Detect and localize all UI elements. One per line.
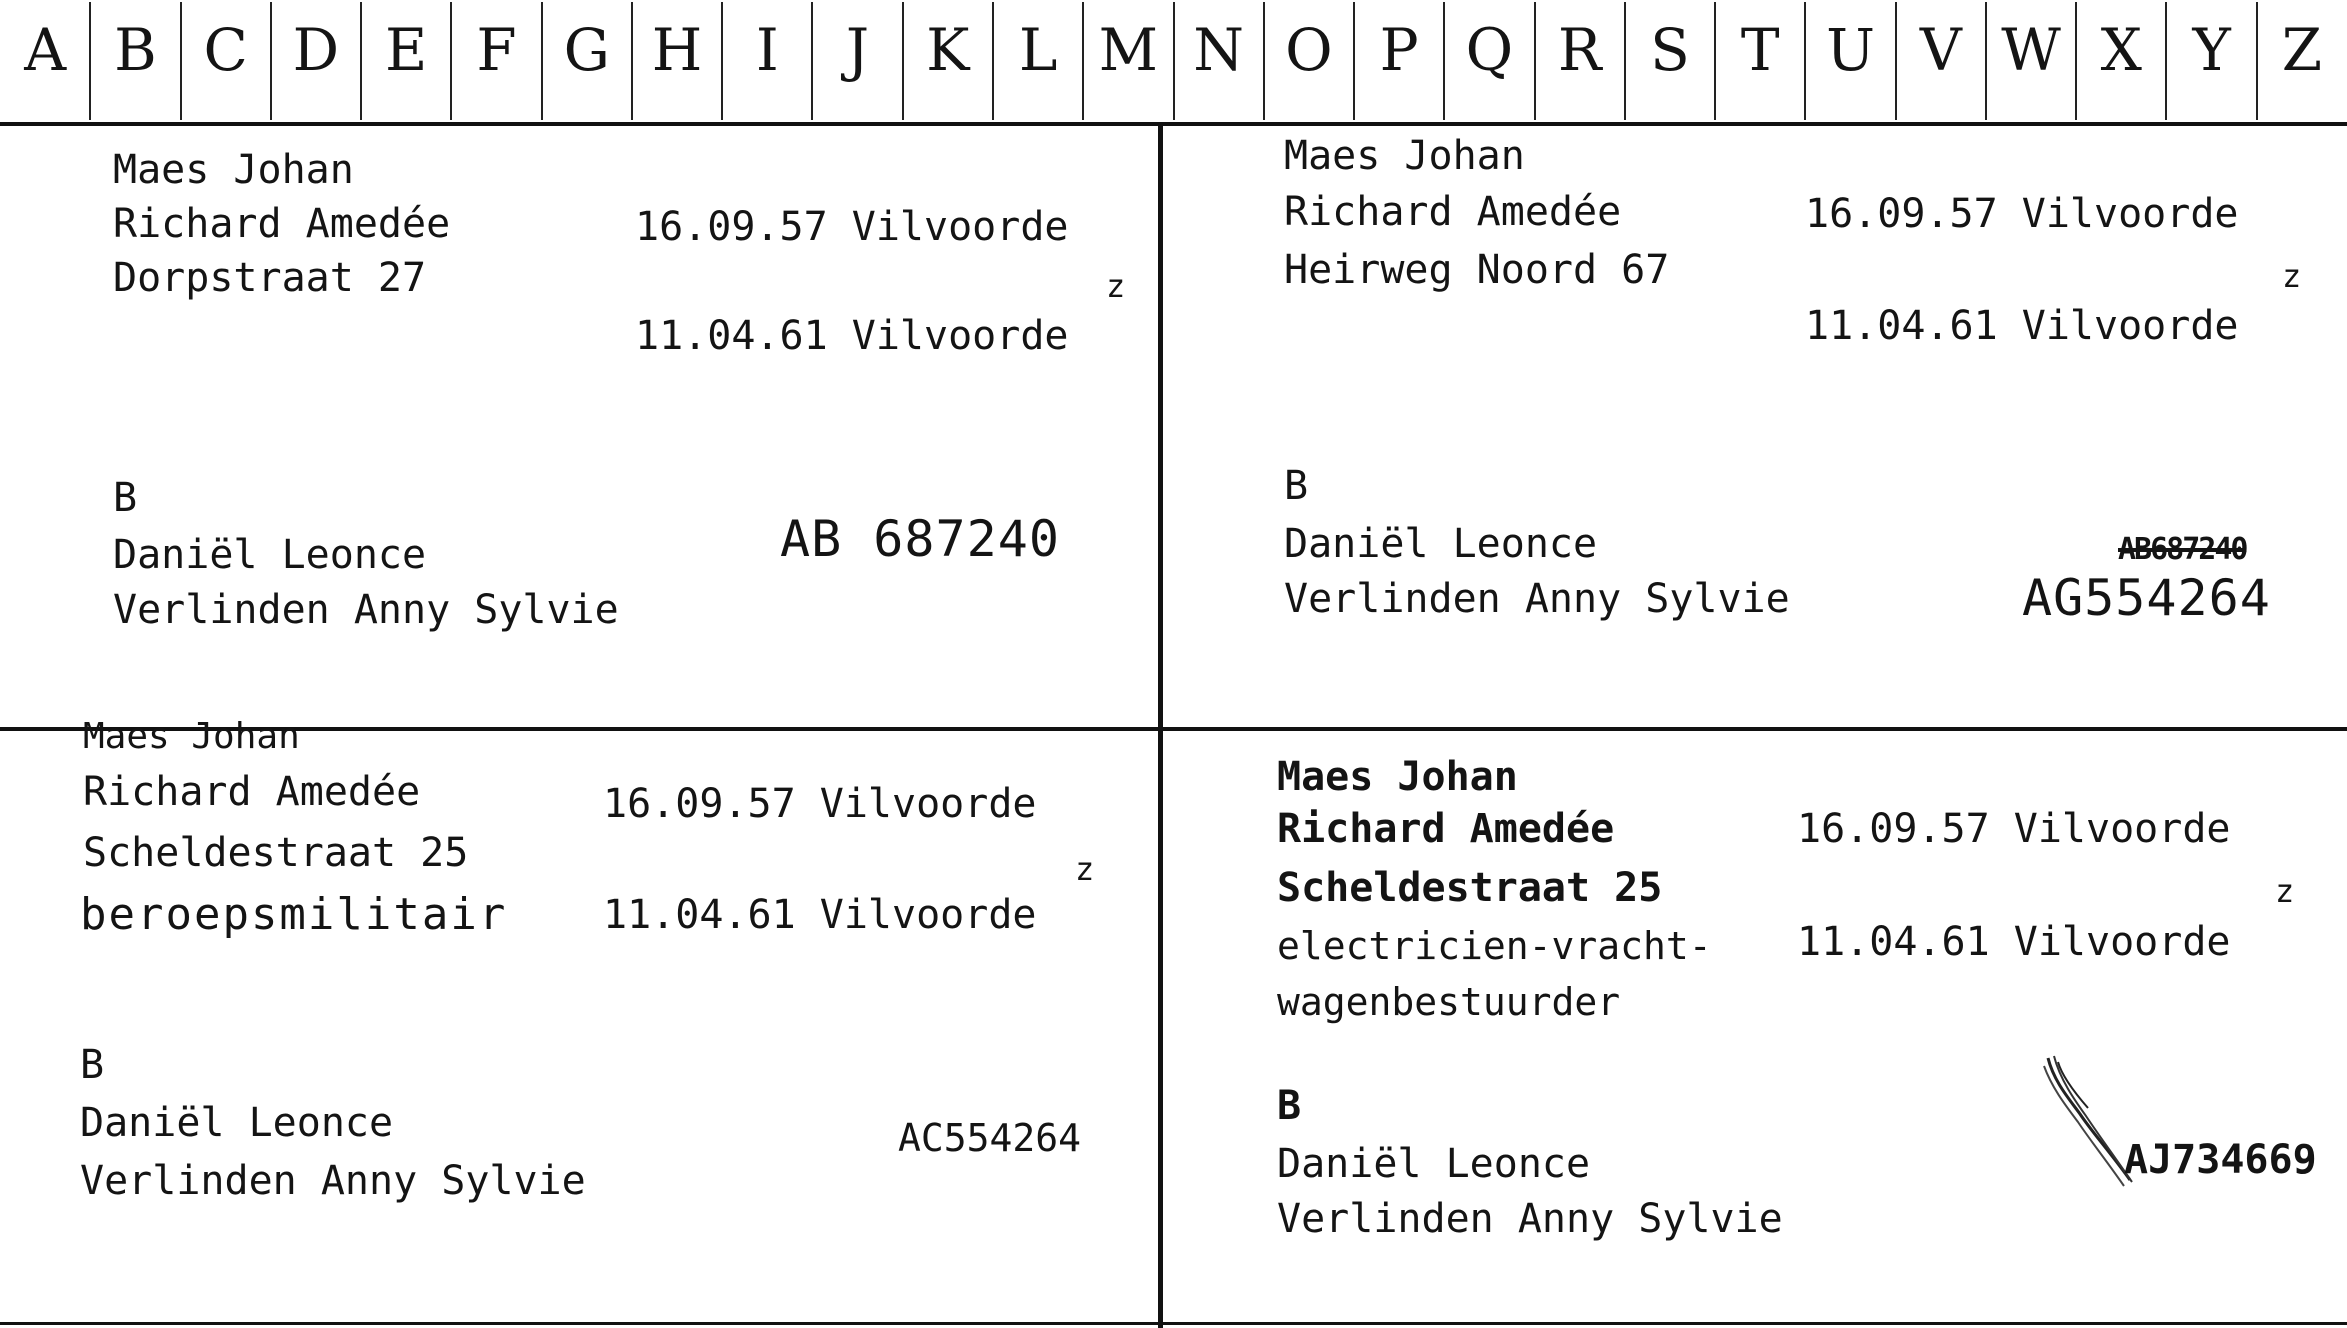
card-registration: 11.04.61 Vilvoorde [603,892,1037,938]
card-address: Scheldestraat 25 [1277,865,1663,911]
index-letter-i: I [755,16,779,84]
ink-scribble [2040,1052,2135,1192]
card-father: Daniël Leonce [113,532,427,578]
index-separator [1263,2,1265,120]
card-occupation: beroepsmilitair [80,889,508,940]
card-surname: Maes Johan [83,716,300,757]
index-separator [89,2,91,120]
index-separator [721,2,723,120]
index-letter-b: B [114,16,157,84]
index-letter-k: K [926,16,970,84]
index-letter-h: H [651,16,703,84]
card-category: B [80,1042,105,1088]
index-separator [270,2,272,120]
card-document-number: AG554264 [2022,569,2271,627]
card-category: B [1284,463,1309,509]
card-surname: Maes Johan [1284,133,1525,179]
index-letter-e: E [385,16,428,84]
index-letter-l: L [1018,16,1058,84]
card-given-names: Richard Amedée [113,201,451,247]
card-occupation-line2: wagenbestuurder [1277,980,1621,1024]
card-registration: 11.04.61 Vilvoorde [1805,303,2239,349]
card-address: Scheldestraat 25 [83,830,469,876]
index-letter-n: N [1193,16,1244,84]
index-separator [1534,2,1536,120]
card-address: Dorpstraat 27 [113,255,427,301]
card-birth: 16.09.57 Vilvoorde [603,781,1037,827]
index-separator [1173,2,1175,120]
card-old-document-number: AB687240 [2118,532,2247,567]
card-status-mark: z [2282,257,2302,295]
card-category: B [1277,1083,1302,1129]
index-separator [2256,2,2258,120]
card-given-names: Richard Amedée [1284,189,1622,235]
card-registration: 11.04.61 Vilvoorde [1797,919,2231,965]
index-letter-a: A [24,16,67,84]
index-separator [1985,2,1987,120]
card-divider-bottom [0,1322,2347,1325]
index-separator [360,2,362,120]
index-letter-d: D [292,16,340,84]
index-separator [1895,2,1897,120]
card-status-mark: z [1075,850,1095,888]
index-letter-j: J [845,16,870,84]
card-registration: 11.04.61 Vilvoorde [635,313,1069,359]
index-letter-q: Q [1465,16,1514,84]
card-given-names: Richard Amedée [83,769,421,815]
index-separator [2165,2,2167,120]
index-letter-x: X [2100,16,2142,84]
index-separator [902,2,904,120]
card-birth: 16.09.57 Vilvoorde [1805,191,2239,237]
index-separator [811,2,813,120]
index-separator [180,2,182,120]
alphabet-index-bar [0,0,2347,126]
index-separator [1714,2,1716,120]
index-separator [992,2,994,120]
card-category: B [113,475,138,521]
index-letter-y: Y [2192,16,2231,84]
index-letter-w: W [2001,16,2061,84]
card-surname: Maes Johan [113,147,354,193]
index-letter-f: F [476,16,517,84]
index-separator [1082,2,1084,120]
card-birth: 16.09.57 Vilvoorde [635,204,1069,250]
card-father: Daniël Leonce [80,1100,394,1146]
card-document-number: AJ734669 [2124,1137,2317,1183]
card-given-names: Richard Amedée [1277,806,1615,852]
card-mother: Verlinden Anny Sylvie [1284,576,1790,622]
index-separator [541,2,543,120]
card-mother: Verlinden Anny Sylvie [113,587,619,633]
index-letter-p: P [1379,16,1419,84]
index-letter-z: Z [2281,16,2322,84]
card-status-mark: z [1106,267,1126,305]
card-birth: 16.09.57 Vilvoorde [1797,806,2231,852]
index-letter-s: S [1650,16,1690,84]
card-surname: Maes Johan [1277,754,1518,800]
card-occupation-line1: electricien-vracht- [1277,924,1712,968]
index-separator [1353,2,1355,120]
index-letter-t: T [1740,16,1780,84]
card-father: Daniël Leonce [1284,521,1598,567]
index-letter-o: O [1285,16,1333,84]
index-separator [1443,2,1445,120]
index-letter-g: G [563,16,610,84]
index-separator [631,2,633,120]
card-mother: Verlinden Anny Sylvie [1277,1196,1783,1242]
index-letter-m: M [1098,16,1159,84]
index-letter-u: U [1826,16,1875,84]
index-letter-v: V [1919,16,1962,84]
card-divider-horizontal-right [1163,727,2347,731]
index-separator [1804,2,1806,120]
card-address: Heirweg Noord 67 [1284,247,1670,293]
card-status-mark: z [2275,872,2295,910]
card-document-number: AB 687240 [780,510,1060,568]
card-father: Daniël Leonce [1277,1141,1591,1187]
index-separator [1624,2,1626,120]
index-letter-r: R [1557,16,1602,84]
card-document-number: AC554264 [898,1116,1082,1160]
card-mother: Verlinden Anny Sylvie [80,1158,586,1204]
index-letter-c: C [203,16,248,84]
index-separator [2075,2,2077,120]
index-separator [450,2,452,120]
